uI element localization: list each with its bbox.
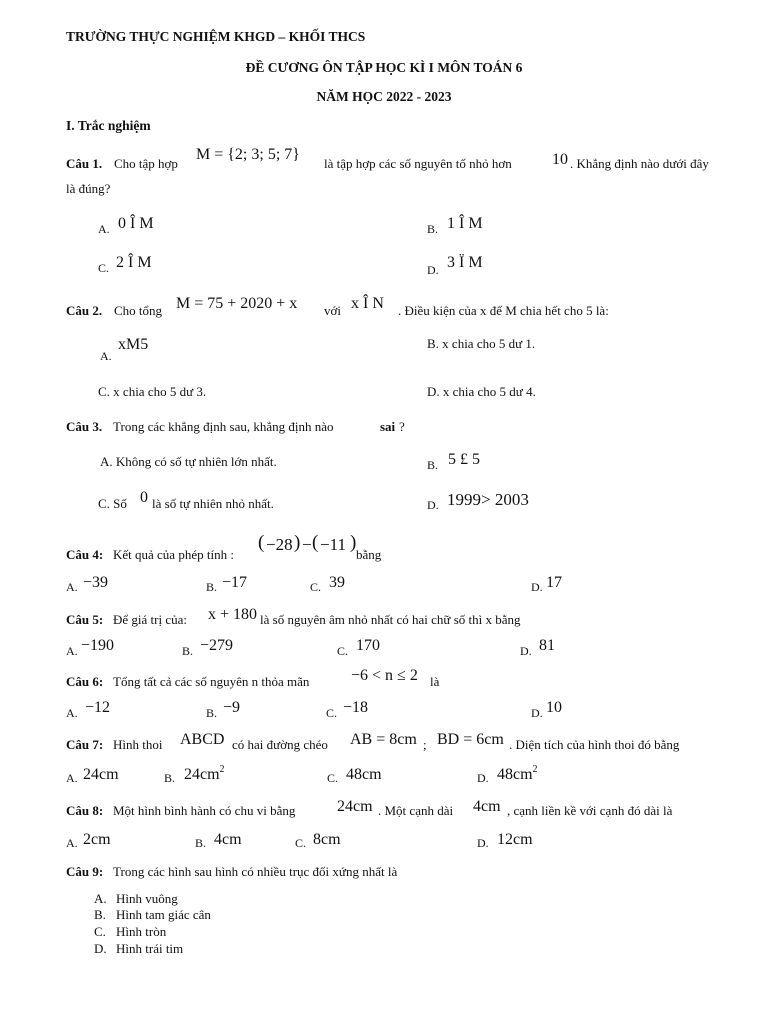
math-value: −28 [266,535,293,554]
option-c: 170 [356,637,380,654]
option-c: 2 Î M [116,254,152,271]
option-b-label: B. [206,706,218,720]
option-d: Hình trái tim [116,941,184,956]
option-d-label: D. [94,941,107,956]
option-c: là số tự nhiên nhỏ nhất. [152,496,274,511]
option-b: 4cm [214,831,242,848]
option-b: −17 [222,574,248,591]
option-c-label: C. [295,836,307,850]
option-d: 81 [539,637,555,654]
option-a-label: A. [66,771,78,785]
option-d: 17 [546,574,562,591]
question-text: , cạnh liền kề với cạnh đó dài là [507,803,673,818]
option-a: −12 [85,699,111,716]
option-a-label: A. [66,644,78,658]
option-a-label: A. [100,349,112,363]
option-d: 10 [546,699,562,716]
option-c: 39 [329,574,345,591]
school-name: TRƯỜNG THỰC NGHIỆM KHGD – KHỐI THCS [66,29,366,44]
option-b: Hình tam giác cân [116,907,211,922]
option-d-label: D. [427,498,439,512]
option-a-label: A. [66,580,78,594]
math-expression: AB = 8cm [350,731,417,748]
option-b: 1 Î M [447,215,483,232]
option-b-label: B. [164,771,176,785]
option-d-label: D. [477,771,489,785]
math-expression: −6 < n ≤ 2 [351,667,418,684]
paren-open: ( [312,532,319,553]
math-expression: M = 75 + 2020 + x [176,295,298,312]
question-text: Để giá trị của: [113,612,187,627]
question-number: Câu 5: [66,612,104,627]
option-b: 5 £ 5 [448,451,480,468]
option-c: C. Số [98,496,127,511]
option-a-label: A. [98,222,110,236]
math-expression: ABCD [180,731,225,748]
question-text: là [430,674,440,689]
option-b-label: B. [94,907,106,922]
option-c: 8cm [313,831,341,848]
math-expression: 4cm [473,798,501,815]
question-text: bằng [356,547,382,562]
question-text: . Một cạnh dài [378,803,454,818]
option-b-label: B. [427,222,439,236]
option-b-label: B. [206,580,218,594]
option-b: $24cm^2$ [184,764,225,783]
option-b: B. x chia cho 5 dư 1. [427,336,536,351]
document-title: ĐỀ CƯƠNG ÔN TẬP HỌC KÌ I MÔN TOÁN 6 [245,60,523,75]
option-d: 3 Ï M [447,254,483,271]
option-c: C. x chia cho 5 dư 3. [98,384,207,399]
question-number: Câu 4: [66,547,104,562]
question-number: Câu 8: [66,803,104,818]
option-c: 48cm [346,766,382,783]
math-expression: 10 [552,151,568,168]
question-text: Cho tập hợp [114,156,178,171]
question-text: có hai đường chéo [232,737,328,752]
paren-open: ( [258,532,265,553]
option-b: −279 [200,637,234,654]
option-d-label: D. [531,706,543,720]
option-b-label: B. [182,644,194,658]
option-c-label: C. [310,580,322,594]
option-b-label: B. [195,836,207,850]
option-d: 12cm [497,831,533,848]
option-c-label: C. [326,706,338,720]
question-text: ? [399,419,405,434]
option-d: 1999> 2003 [447,490,529,509]
option-d: D. x chia cho 5 dư 4. [427,384,536,399]
option-a: −39 [83,574,109,591]
option-c-label: C. [98,261,110,275]
option-a: Hình vuông [116,891,178,906]
option-a: 0 Î M [118,215,154,232]
question-text: . Khẳng định nào dưới đây [570,156,709,171]
option-a-label: A. [66,836,78,850]
option-c: Hình tròn [116,924,167,939]
option-c-label: C. [327,771,339,785]
question-text: Trong các khẳng định sau, khẳng định nào [113,419,334,434]
option-c: −18 [343,699,369,716]
option-d-label: D. [427,263,439,277]
option-a: −190 [81,637,115,654]
question-number: Câu 7: [66,737,104,752]
option-c-label: C. [94,924,106,939]
question-text: Cho tổng [114,303,163,318]
question-emphasis: sai [380,419,396,434]
option-a: A. Không có số tự nhiên lớn nhất. [100,454,277,469]
question-text: . Diện tích của hình thoi đó bằng [509,737,680,752]
math-expression: x Î N [351,295,384,312]
question-number: Câu 6: [66,674,104,689]
math-expression: BD = 6cm [437,731,504,748]
math-operator: − [302,535,312,554]
math-expression: 24cm [337,798,373,815]
math-value: −11 [320,535,346,554]
option-c-label: C. [337,644,349,658]
question-text: Hình thoi [113,737,163,752]
question-number: Câu 9: [66,864,104,879]
question-text: Trong các hình sau hình có nhiều trục đối xứng nhất là [113,864,398,879]
question-number: Câu 2. [66,303,103,318]
option-a: xM5 [118,336,149,353]
option-a-label: A. [94,891,107,906]
question-text: là tập hợp các số nguyên tố nhỏ hơn [324,156,512,171]
option-a: 24cm [83,766,119,783]
question-number: Câu 3. [66,419,103,434]
question-text: với [324,303,341,318]
section-heading: I. Trắc nghiệm [66,118,151,133]
school-year: NĂM HỌC 2022 - 2023 [316,89,452,104]
question-text: Tổng tất cả các số nguyên n thỏa mãn [113,674,310,689]
option-c-value: 0 [140,489,148,506]
question-text: là đúng? [66,181,111,196]
option-a: 2cm [83,831,111,848]
option-a-label: A. [66,706,78,720]
question-number: Câu 1. [66,156,103,171]
option-d-label: D. [531,580,543,594]
paren-close: ) [294,532,301,553]
option-d-label: D. [520,644,532,658]
question-text: . Điều kiện của x để M chia hết cho 5 là: [398,303,609,318]
paren-close: ) [350,532,357,553]
option-b-label: B. [427,458,439,472]
math-expression: x + 180 [208,606,258,623]
question-text: Kết quả của phép tính : [113,547,234,562]
math-expression: M = {2; 3; 5; 7} [196,146,300,163]
question-text: là số nguyên âm nhỏ nhất có hai chữ số thì x bằng [260,612,521,627]
option-b: −9 [223,699,241,716]
option-d-label: D. [477,836,489,850]
option-d: $48cm^2$ [497,764,538,783]
question-text: Một hình bình hành có chu vi bằng [113,803,296,818]
separator: ; [423,737,427,752]
